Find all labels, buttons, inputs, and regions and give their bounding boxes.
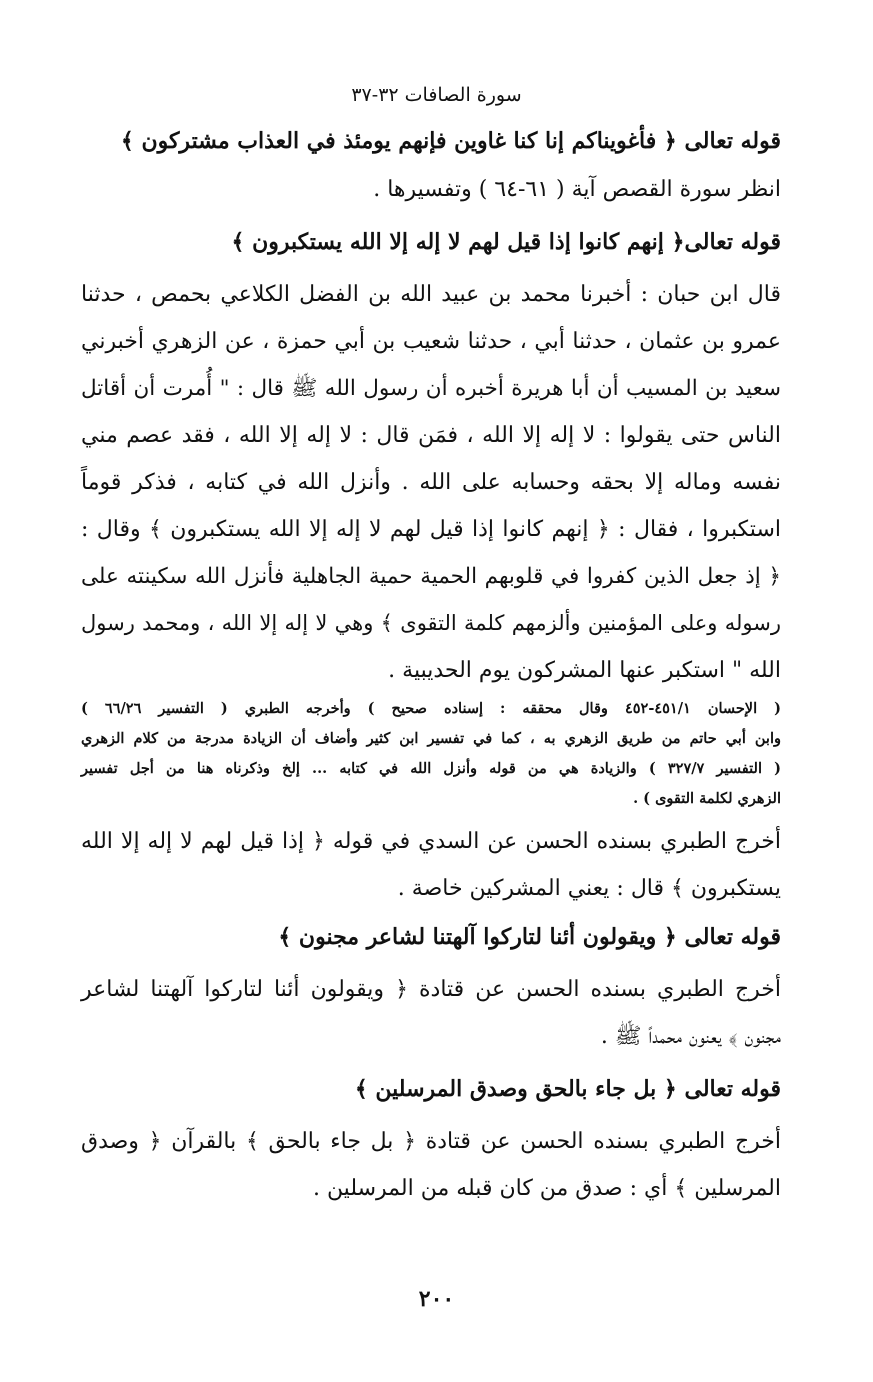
verse-heading: قوله تعالى ﴿ فأغويناكم إنا كنا غاوين فإنهم يومئذ في العذاب مشتركون ﴾ [120,128,781,154]
commentary-paragraph [81,818,781,912]
text-line: الناس حتى يقولوا : لا إله إلا الله ، فمَن قال : لا إله إلا الله ، فقد عصم مني [81,423,781,448]
verse-heading: قوله تعالى ﴿ بل جاء بالحق وصدق المرسلين ﴾ [354,1076,781,1102]
text-line: سعيد بن المسيب أن أبا هريرة أخبره أن رسول الله ﷺ قال : " أُمرت أن أقاتل [81,376,781,401]
commentary-paragraph [81,1118,781,1212]
hadith-paragraph [81,271,781,694]
text-line: رسوله وعلى المؤمنين وألزمهم كلمة التقوى ﴾ وهي لا إله إلا الله ، ومحمد رسول [81,611,781,635]
page-body [81,116,781,1212]
text-line: يستكبرون ﴾ قال : يعني المشركين خاصة . [397,876,781,901]
text-line: أخرج الطبري بسنده الحسن عن قتادة ﴿ بل جاء بالحق ﴾ بالقرآن ﴿ وصدق [81,1129,781,1154]
running-header: سورة الصافات ٣٢-٣٧ [351,84,522,106]
source-note [81,694,781,814]
verse-heading: قوله تعالى﴿ إنهم كانوا إذا قيل لهم لا إله إلا الله يستكبرون ﴾ [231,229,781,255]
text-line: أخرج الطبري بسنده الحسن عن السدي في قوله ﴿ إذا قيل لهم لا إله إلا الله [81,829,781,854]
note-line: ( الإحسان ٤٥١/١-٤٥٢ وقال محققه : إسناده صحيح ) وأخرجه الطبري ( التفسير ٦٦/٢٦ ) [81,700,781,717]
page-number: ٢٠٠ [418,1286,455,1312]
text-line: المرسلين ﴾ أي : صدق من كان قبله من المرسلين . [312,1176,781,1201]
text-line: مجنون ﴾ يعنون محمداً ﷺ . [600,1024,781,1049]
text-line: عمرو بن عثمان ، حدثنا أبي ، حدثنا شعيب بن أبي حمزة ، عن الزهري أخبرني [81,329,781,354]
text-line: ﴿ إذ جعل الذين كفروا في قلوبهم الحمية حمية الجاهلية فأنزل الله سكينته على [81,564,781,589]
verse-heading: قوله تعالى ﴿ ويقولون أئنا لتاركوا آلهتنا لشاعر مجنون ﴾ [278,924,781,950]
note-line: الزهري لكلمة التقوى ) . [633,790,781,807]
note-line: ( التفسير ٣٢٧/٧ ) والزيادة هي من قوله وأنزل الله في كتابه ... إلخ وذكرناه هنا من أجل تفسير [81,760,781,777]
text-line: نفسه وماله إلا بحقه وحسابه على الله . وأنزل الله في كتابه ، فذكر قوماً [81,470,781,495]
text-line: الله " استكبر عنها المشركون يوم الحديبية . [388,658,781,683]
note-line: وابن أبي حاتم من طريق الزهري به ، كما في تفسير ابن كثير وأضاف أن الزيادة مدرجة من كلام الزهري [81,730,781,747]
text-line: انظر سورة القصص آية ( ٦١-٦٤ ) وتفسيرها . [373,177,781,202]
text-line: أخرج الطبري بسنده الحسن عن قتادة ﴿ ويقولون أئنا لتاركوا آلهتنا لشاعر [81,977,781,1002]
commentary-paragraph [81,966,781,1060]
text-line: قال ابن حبان : أخبرنا محمد بن عبيد الله بن الفضل الكلاعي بحمص ، حدثنا [81,282,781,307]
text-line: استكبروا ، فقال : ﴿ إنهم كانوا إذا قيل لهم لا إله إلا الله يستكبرون ﴾ وقال : [81,517,781,542]
